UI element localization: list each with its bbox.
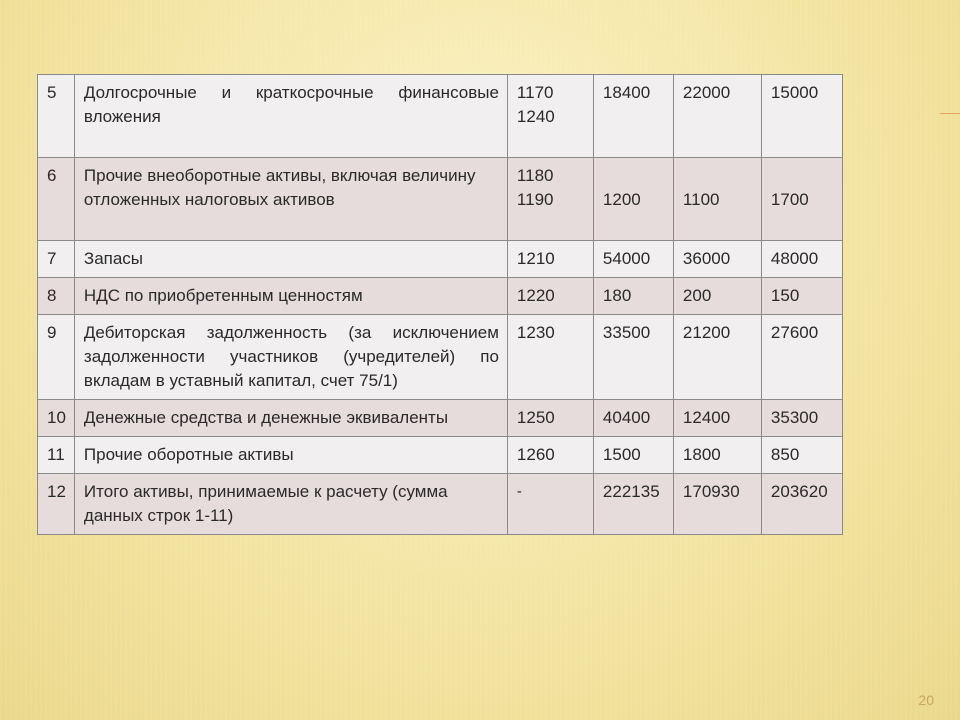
row-value-2: 200 [673,278,761,315]
row-name: Долгосрочные и краткосрочные финансовые вложения [74,75,507,158]
row-name: Прочие оборотные активы [74,437,507,474]
row-value-1: 1500 [593,437,673,474]
row-value-2: 1800 [673,437,761,474]
row-value-3: 35300 [761,400,842,437]
row-number: 12 [38,474,75,535]
row-name: Дебиторская задолженность (за исключением задолженности участников (учредителей) по вкладам в уставный капитал, счет 75/1) [74,315,507,400]
row-codes: - [507,474,593,535]
table-row [38,400,843,437]
row-value-2: 22000 [673,75,761,158]
row-value-1: 18400 [593,75,673,158]
table-row [38,474,843,535]
row-number: 10 [38,400,75,437]
row-name: Прочие внеоборотные активы, включая величину отложенных налоговых активов [74,158,507,241]
row-value-1: 33500 [593,315,673,400]
row-value-3: 48000 [761,241,842,278]
table-row [38,437,843,474]
row-codes: 1220 [507,278,593,315]
row-number: 8 [38,278,75,315]
row-value-2: 36000 [673,241,761,278]
assets-table [37,74,843,535]
table-row [38,158,843,241]
row-value-2: 170930 [673,474,761,535]
row-value-1: 40400 [593,400,673,437]
row-value-1: 180 [593,278,673,315]
row-value-3: 15000 [761,75,842,158]
row-codes: 1170 1240 [507,75,593,158]
accent-line [940,113,960,114]
row-name: Запасы [74,241,507,278]
row-value-1: 222135 [593,474,673,535]
row-codes: 1180 1190 [507,158,593,241]
row-value-2: 21200 [673,315,761,400]
row-value-2: 1100 [673,158,761,241]
row-value-3: 850 [761,437,842,474]
table-row [38,241,843,278]
row-value-3: 150 [761,278,842,315]
row-codes: 1250 [507,400,593,437]
row-value-3: 203620 [761,474,842,535]
row-codes: 1210 [507,241,593,278]
table-row [38,315,843,400]
row-name: Итого активы, принимаемые к расчету (сумма данных строк 1-11) [74,474,507,535]
row-name: Денежные средства и денежные эквиваленты [74,400,507,437]
row-number: 9 [38,315,75,400]
row-value-3: 27600 [761,315,842,400]
slide-number: 20 [918,692,934,708]
row-codes: 1230 [507,315,593,400]
row-number: 7 [38,241,75,278]
row-number: 11 [38,437,75,474]
row-number: 5 [38,75,75,158]
row-value-3: 1700 [761,158,842,241]
row-value-2: 12400 [673,400,761,437]
row-number: 6 [38,158,75,241]
table-row [38,75,843,158]
row-value-1: 54000 [593,241,673,278]
row-name: НДС по приобретенным ценностям [74,278,507,315]
row-codes: 1260 [507,437,593,474]
row-value-1: 1200 [593,158,673,241]
table-row [38,278,843,315]
